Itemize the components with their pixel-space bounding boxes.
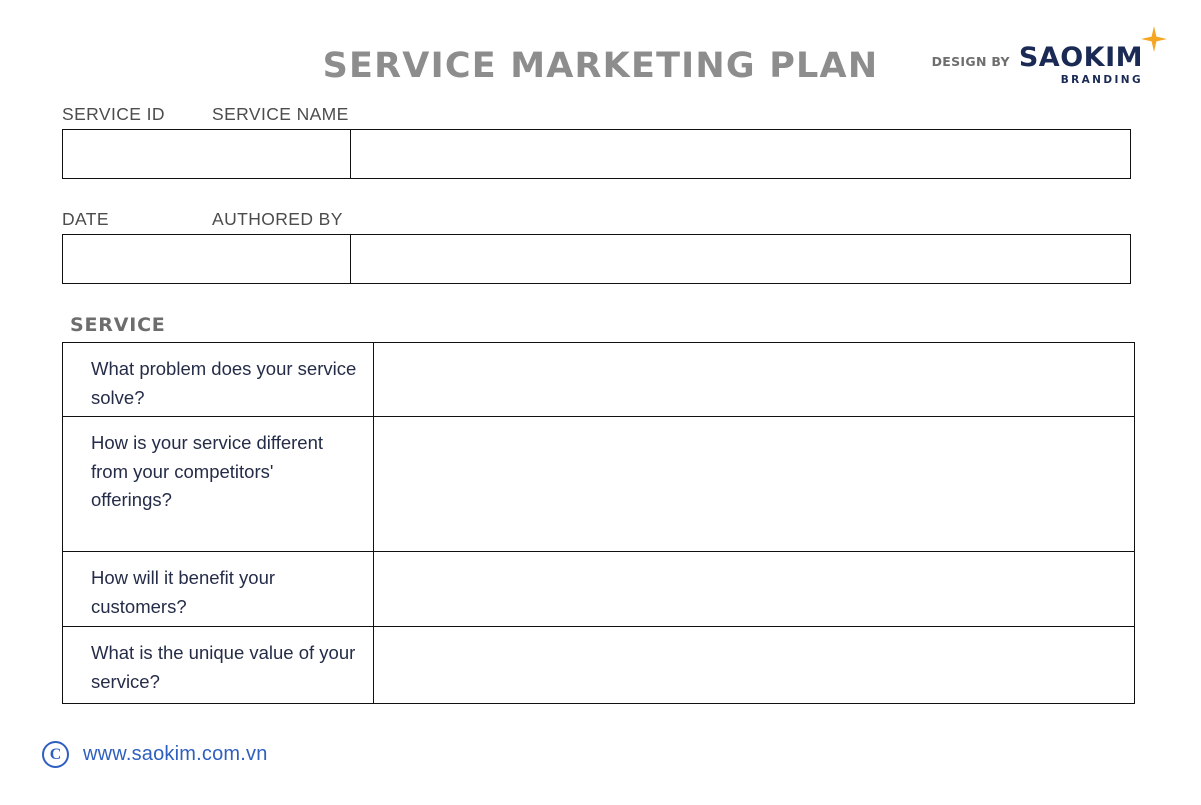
question-answer-cell[interactable] [374,552,1134,626]
brand-name: SAOKIM [1018,42,1143,73]
question-prompt: What is the unique value of your service? [63,627,374,703]
service-identity-row [62,129,1131,179]
table-row [63,417,1134,552]
authored-by-cell[interactable] [351,235,1130,283]
table-row [63,552,1134,627]
copyright-icon: C [42,741,69,768]
service-questions-table [62,342,1135,704]
authored-by-label: AUTHORED BY [212,209,343,229]
table-row [63,343,1134,417]
service-identity-labels [62,104,1131,125]
date-input[interactable] [63,235,350,283]
authoring-group [62,209,1131,284]
question-answer-cell[interactable] [374,627,1134,703]
page-title: SERVICE MARKETING PLAN [322,46,879,86]
question-answer-cell[interactable] [374,343,1134,416]
question-answer-cell[interactable] [374,417,1134,551]
question-answer-input[interactable] [374,552,1134,626]
question-answer-input[interactable] [374,627,1134,703]
service-name-cell[interactable] [351,130,1130,178]
date-cell[interactable] [63,235,351,283]
sparkle-icon [1141,26,1167,52]
service-id-label: SERVICE ID [62,104,165,124]
website-link[interactable]: www.saokim.com.vn [83,743,268,765]
footer [42,741,268,768]
authored-by-input[interactable] [351,235,1130,283]
service-id-input[interactable] [63,130,350,178]
service-name-input[interactable] [351,130,1130,178]
section-title-service: SERVICE [70,314,166,336]
question-prompt: How is your service different from your competitors' offerings? [63,417,374,551]
brand-tagline: BRANDING [1060,74,1143,86]
authoring-row [62,234,1131,284]
design-by-label: DESIGN BY [931,54,1010,69]
authoring-labels [62,209,1131,230]
date-label: DATE [62,209,109,229]
service-identity-group [62,104,1131,179]
service-name-label: SERVICE NAME [212,104,349,124]
service-id-cell[interactable] [63,130,351,178]
question-prompt: What problem does your service solve? [63,343,374,416]
brand-logo [932,44,1143,86]
table-row [63,627,1134,703]
question-answer-input[interactable] [374,417,1134,551]
question-answer-input[interactable] [374,343,1134,416]
question-prompt: How will it benefit your customers? [63,552,374,626]
